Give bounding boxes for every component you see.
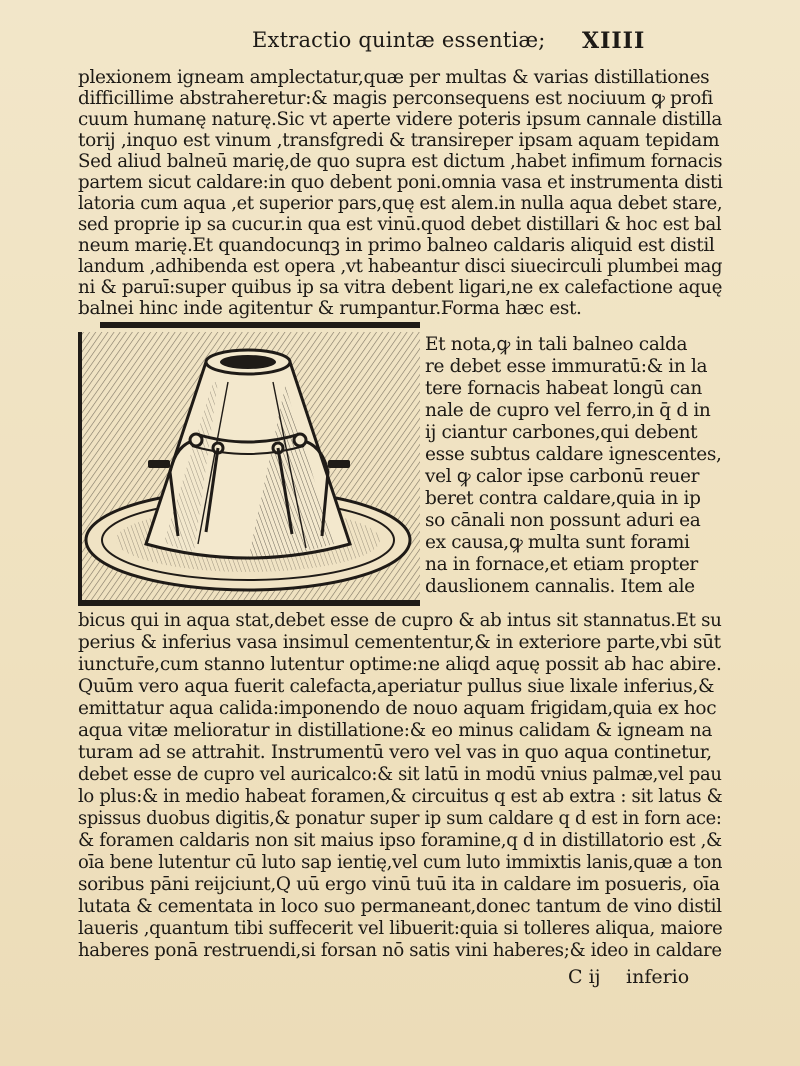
figure-top-rule xyxy=(100,322,420,328)
text-line: tere fornacis habeat longū can xyxy=(425,378,702,399)
text-line: Et nota,ꝙ in tali balneo calda xyxy=(425,334,688,355)
text-line: nale de cupro vel ferro,in q̄ d in xyxy=(425,400,711,421)
text-line: bicus qui in aqua stat,debet esse de cupro & ab intus sit stannatus.Et su xyxy=(78,610,722,631)
text-line: cuum humanę naturę.Sic vt aperte videre poteris ipsum cannale distilla xyxy=(78,109,722,130)
text-line: & foramen caldaris non sit maius ipso foramine,q d in distillatorio est ,& xyxy=(78,830,722,851)
text-line: laueris ,quantum tibi suffecerit vel libuerit:quia si tolleres aliqua, maiore xyxy=(78,918,723,939)
text-line: landum ,adhibenda est opera ,vt habeantur disci siuecirculi plumbei mag xyxy=(78,256,723,277)
text-line: debet esse de cupro vel auricalco:& sit latū in modū vnius palmæ,vel pau xyxy=(78,764,722,785)
text-line: latoria cum aqua ,et superior pars,quę est alem.in nulla aqua debet stare, xyxy=(78,193,723,214)
page-header xyxy=(0,26,800,62)
text-line: Quūm vero aqua fuerit calefacta,aperiatur pullus siue lixale inferius,& xyxy=(78,676,715,697)
figure-left-rule xyxy=(78,332,82,602)
text-line: Sed aliud balneū marię,de quo supra est dictum ,habet infimum fornacis xyxy=(78,151,723,172)
text-line: na in fornace,et etiam propter xyxy=(425,554,698,575)
text-line: dauslionem cannalis. Item ale xyxy=(425,576,695,597)
text-line: soribus pāni reijciunt,Q uū ergo vinū tuū ita in caldare im posueris, oīa xyxy=(78,874,720,895)
text-line: so cānali non possunt aduri ea xyxy=(425,510,701,531)
text-line: ex causa,ꝙ multa sunt forami xyxy=(425,532,690,553)
text-line: oīa bene lutentur cū luto sap ientię,vel cum luto immixtis lanis,quæ a ton xyxy=(78,852,723,873)
figure-bottom-rule xyxy=(78,600,420,606)
text-line: beret contra caldare,quia in ip xyxy=(425,488,701,509)
text-line: difficillime abstraheretur:& magis perconsequens est nociuum ꝙ profi xyxy=(78,88,713,109)
text-line: vel ꝙ calor ipse carbonū reuer xyxy=(425,466,700,487)
text-line: plexionem igneam amplectatur,quæ per multas & varias distillationes xyxy=(78,67,710,88)
folio-number: XIIII xyxy=(582,28,646,54)
balneum-mariae-woodcut xyxy=(78,322,420,612)
signature-mark: C ij xyxy=(568,966,601,988)
text-line: emittatur aqua calida:imponendo de nouo aquam frigidam,quia ex hoc xyxy=(78,698,717,719)
text-line: aqua vitæ melioratur in distillatione:& eo minus calidam & igneam na xyxy=(78,720,713,741)
text-line: neum marię.Et quandocunqꝫ in primo balneo caldaris aliquid est distil xyxy=(78,235,715,256)
text-line: sed proprie ip sa cucur.in qua est vinū.quod debet distillari & hoc est bal xyxy=(78,214,722,235)
text-line: turam ad se attrahit. Instrumentū vero vel vas in quo aqua continetur, xyxy=(78,742,712,763)
text-line: lutata & cementata in loco suo permaneant,donec tantum de vino distil xyxy=(78,896,722,917)
text-line: perius & inferius vasa insimul cemententur,& in exteriore parte,vbi sūt xyxy=(78,632,721,653)
text-line: spissus duobus digitis,& ponatur super ip sum caldare q d est in forn ace: xyxy=(78,808,722,829)
text-line: balnei hinc inde agitentur & rumpantur.Forma hæc est. xyxy=(78,298,582,319)
text-line: re debet esse immuratū:& in la xyxy=(425,356,708,377)
text-line: iunctur̄e,cum stanno lutentur optime:ne aliqd aquę possit ab hac abire. xyxy=(78,654,722,675)
catchword: inferio xyxy=(626,966,690,988)
text-line: ij ciantur carbones,qui debent xyxy=(425,422,698,443)
text-line: ni & paruī:super quibus ip sa vitra debent ligari,ne ex calefactione aquę xyxy=(78,277,723,298)
text-line: esse subtus caldare ignescentes, xyxy=(425,444,722,465)
text-line: haberes ponā restruendi,si forsan nō satis vini haberes;& ideo in caldare xyxy=(78,940,722,961)
text-line: torij ,inquo est vinum ,transfgredi & transireper ipsam aquam tepidam xyxy=(78,130,720,151)
running-title: Extractio quintæ essentiæ; xyxy=(252,28,546,52)
text-line: partem sicut caldare:in quo debent poni.omnia vasa et instrumenta disti xyxy=(78,172,723,193)
text-line: lo plus:& in medio habeat foramen,& circuitus q est ab extra : sit latus & xyxy=(78,786,723,807)
